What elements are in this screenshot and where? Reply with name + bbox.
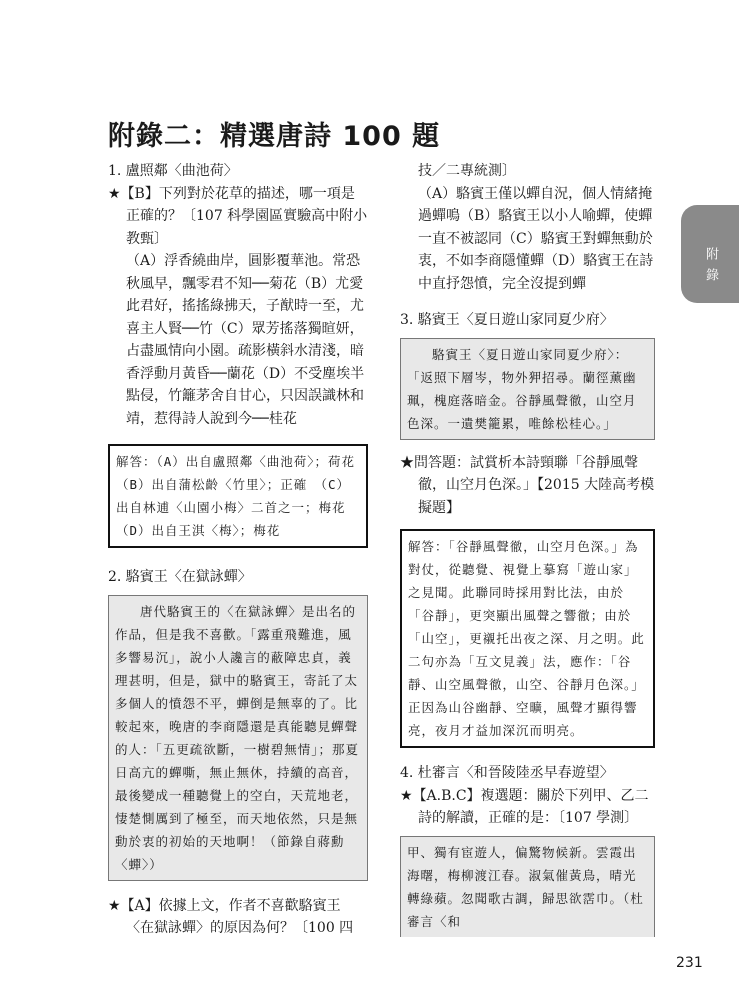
- question-3-title: 3. 駱賓王〈夏日遊山家同夏少府〉: [400, 312, 614, 328]
- question-2-options: （A）駱賓王僅以蟬自況，個人情緒掩過蟬鳴（B）駱賓王以小人喻蟬，使蟬一直不被認同（C）駱賓王對蟬無動於衷，不如李商隱懂蟬（D）駱賓王在詩中直抒怨憤，完全沒提到蟬: [418, 185, 654, 292]
- question-1-options: （A）浮香繞曲岸，圓影覆華池。常恐秋風早，飄零君不知──菊花（B）尤愛此君好，搖搖綠拂天，子猷時一至，尤喜主人賢──竹（C）眾芳搖落獨暄妍，占盡風情向小園。疏影橫斜水清淺，暗香浮動月黃昏──蘭花（D）不受塵埃半點侵，竹籬茅舍自甘心，只因誤識林和靖，惹得詩人說到今──桂花: [126, 253, 365, 427]
- question-2-passage: 唐代駱賓王的〈在獄詠蟬〉是出名的作品，但是我不喜歡。「露重飛難進，風多響易沉」，說小人讒言的蔽障忠貞，義理甚明，但是，獄中的駱賓王，寄託了太多個人的憤怨不平，蟬倒是無辜的了。比較起來，晚唐的李商隱還是真能聽見蟬聲的人：「五更疏欲斷，一樹碧無情」；那夏日高亢的蟬嘶，無止無休，持續的高音，最後變成一種聽覺上的空白，天荒地老，悽楚惻厲到了極至，而天地依然，只是無動於衷的初始的天地啊！（節錄自蔣勳〈蟬〉）: [115, 603, 360, 872]
- question-2-prompt-cont: 技／二專統測〕: [418, 163, 516, 179]
- question-1-answer: 解答：（A）出自盧照鄰〈曲池荷〉；荷花 （B）出自蒲松齡〈竹里〉；正確 （C）出自林逋〈山園小梅〉二首之一；梅花 （D）出自王淇〈梅〉；梅花: [116, 454, 369, 538]
- question-4-poem: 甲、獨有宦遊人，偏驚物候新。雲霞出海曙，梅柳渡江春。淑氣催黃鳥，晴光轉綠蘋。忽聞歌古調，歸思欲霑巾。（杜審言〈和: [407, 844, 644, 929]
- question-3-prompt: ★問答題：試賞析本詩頸聯「谷靜風聲徹，山空月色深。」【2015 大陸高考模擬題】: [400, 454, 655, 516]
- question-2-title: 2. 駱賓王〈在獄詠蟬〉: [108, 569, 252, 585]
- left-column: [108, 160, 368, 940]
- question-3-answer-box: [400, 529, 655, 748]
- question-4-prompt: ★【A.B.C】複選題：關於下列甲、乙二詩的解讀，正確的是：〔107 學測〕: [400, 787, 649, 826]
- page-title: 附錄二：精選唐詩 100 題: [108, 121, 441, 152]
- question-1-title: 1. 盧照鄰〈曲池荷〉: [108, 163, 238, 179]
- right-column: [400, 160, 655, 937]
- question-3-poem: 駱賓王〈夏日遊山家同夏少府〉：「返照下層岑，物外狎招尋。蘭徑薰幽珮，槐庭落暗金。谷靜風聲徹，山空月色深。一遺樊籠累，唯餘松桂心。」: [407, 346, 637, 431]
- page-number: 231: [676, 955, 703, 971]
- question-4-poem-box: [400, 836, 655, 937]
- question-3-answer: 解答：「谷靜風聲徹，山空月色深。」為對仗，從聽覺、視覺上摹寫「遊山家」之見聞。此聯同時採用對比法，由於「谷靜」，更突顯出風聲之響徹；由於「山空」，更襯托出夜之深、月之明。此二句亦為「互文見義」法，應作：「谷靜、山空風聲徹，山空、谷靜月色深。」正因為山谷幽靜、空曠，風聲才顯得響亮，夜月才益加深沉而明亮。: [408, 539, 645, 738]
- question-2-prompt: ★【A】依據上文，作者不喜歡駱賓王〈在獄詠蟬〉的原因為何？〔100 四: [108, 897, 354, 936]
- question-3-poem-box: [400, 338, 655, 440]
- question-2-passage-box: [108, 595, 368, 881]
- question-1-answer-box: [108, 444, 368, 548]
- question-4-title: 4. 杜審言〈和晉陵陸丞早春遊望〉: [400, 765, 614, 781]
- question-1-prompt: ★【B】下列對於花草的描述，哪一項是正確的？〔107 科學園區實驗高中附小教甄〕: [108, 185, 368, 247]
- appendix-side-tab: 附錄: [681, 205, 739, 303]
